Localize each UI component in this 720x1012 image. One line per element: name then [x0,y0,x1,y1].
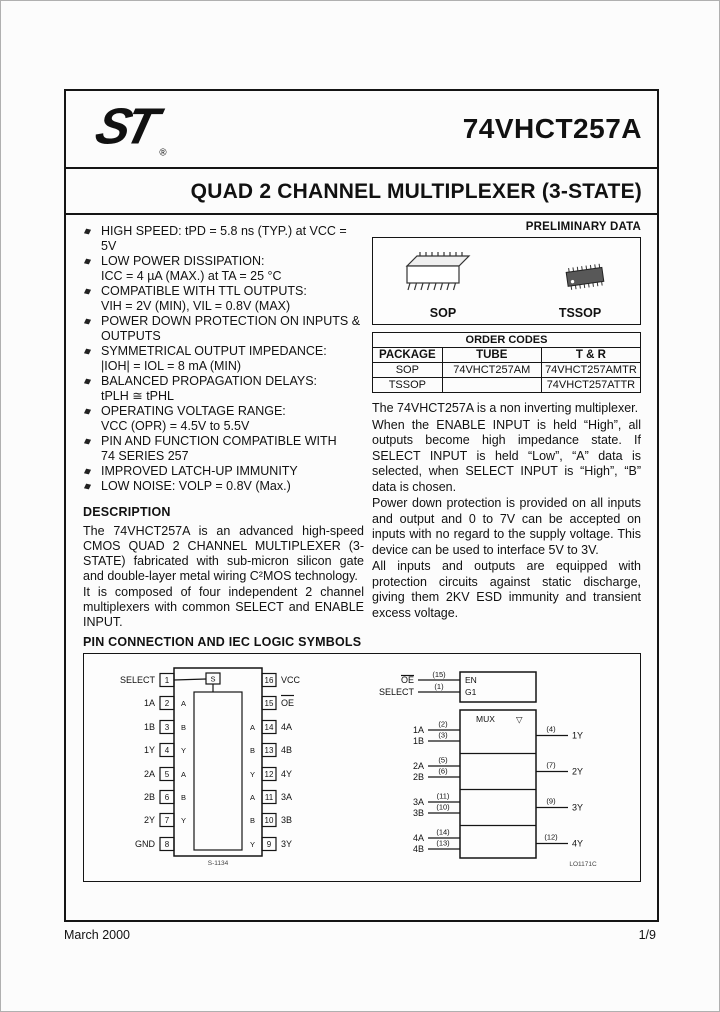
oe-label: OE [400,675,414,685]
pin-number: 10 [264,816,274,825]
description-paragraph: It is composed of four independent 2 channel multiplexers with common SELECT and ENABLE INPUT. [83,585,364,629]
feature-text: IMPROVED LATCH-UP IMMUNITY [101,464,298,478]
pin-number: (3) [438,730,448,740]
pin-label: 1A [143,698,155,708]
feature-text-cont: VIH = 2V (MIN), VIL = 0.8V (MAX) [101,299,291,313]
feature-item [83,464,364,479]
en-label: EN [465,675,477,685]
pin-label: SELECT [119,675,155,685]
diagram-box [83,653,641,882]
pin-number: 12 [264,770,274,779]
pin-number: 3 [164,723,170,732]
pin-number: (5) [438,755,448,765]
features-column [83,224,364,630]
order-codes-cell [442,378,541,393]
pin-label: OE [281,698,295,708]
bullet-icon [84,379,91,385]
feature-text: OPERATING VOLTAGE RANGE: [101,404,286,418]
order-codes-cell: SOP [373,363,443,378]
output-label: 2Y [572,766,584,777]
bullet-icon [84,484,91,490]
pin-number: 11 [264,793,274,802]
pin-number: (13) [436,838,450,848]
input-label: 3B [412,808,424,818]
feature-text: PIN AND FUNCTION COMPATIBLE WITH [101,434,337,448]
pin-label: 1Y [143,745,155,755]
pin-inner-label: B [181,793,187,802]
pin-number: (1) [434,682,444,691]
pin-label: 2A [143,769,155,779]
pin-number: (6) [438,766,448,776]
sop-label: SOP [429,306,457,320]
feature-text: SYMMETRICAL OUTPUT IMPEDANCE: [101,344,327,358]
bullet-icon [84,469,91,475]
pin-number: 15 [264,699,274,708]
pin-inner-label: B [249,746,255,755]
pin-number: (9) [546,796,556,806]
pin-number: (2) [438,719,448,729]
feature-text: HIGH SPEED: tPD = 5.8 ns (TYP.) at VCC = 5V [101,224,347,253]
input-label: 4B [412,844,424,854]
pin-number: 13 [264,746,274,755]
pin-label: 1B [143,722,155,732]
pin-number: (7) [546,760,556,770]
input-label: 3A [412,797,424,807]
description-heading: DESCRIPTION [83,505,171,519]
feature-text-cont: tPLH ≅ tPHL [101,389,174,403]
sop-package-icon [395,250,475,302]
output-label: 3Y [572,802,584,813]
part-number: 74VHCT257A [462,113,642,144]
feature-text: POWER DOWN PROTECTION ON INPUTS & [101,314,361,328]
order-codes-cell: 74VHCT257AMTR [541,363,640,378]
pin-label: 3A [281,792,293,802]
order-codes-table [372,332,641,393]
iec-logic-symbol [368,664,628,869]
feature-item [83,374,364,404]
pin-label: VCC [281,675,301,685]
pin-number: 2 [164,699,170,708]
pin-label: 4B [281,745,293,755]
feature-item [83,254,364,284]
feature-text-cont: OUTPUTS [101,329,161,343]
pin-number: 16 [264,676,274,685]
overview-paragraph: The 74VHCT257A is a non inverting multiplexer. [372,401,639,415]
footer-date: March 2000 [64,928,131,942]
feature-item [83,344,364,374]
order-codes-header: PACKAGE [373,348,443,363]
pin-number: (14) [436,827,450,837]
order-codes-header: T & R [541,348,640,363]
pin-connection-diagram [106,664,336,869]
pin-number: 6 [164,793,170,802]
pin-number: 5 [164,770,170,779]
feature-item [83,404,364,434]
package-preview-box [372,237,641,325]
pin-label: 2B [143,792,155,802]
feature-text: COMPATIBLE WITH TTL OUTPUTS: [101,284,307,298]
pin-inner-label: Y [249,840,255,849]
pin-label: GND [135,839,155,849]
figure-code: S-1134 [207,860,229,867]
pin-number: 9 [266,840,272,849]
overview-paragraph: All inputs and outputs are equipped with protection circuits against static discharge, giving them 2KV ESD immunity and transient excess voltage. [372,559,641,620]
tristate-icon: ▽ [516,714,523,725]
title-rule [64,213,659,215]
page-title: QUAD 2 CHANNEL MULTIPLEXER (3-STATE) [190,180,642,203]
bullet-icon [84,259,91,265]
overview-paragraph: When the ENABLE INPUT is held “High”, all outputs become high impedance state. If SELECT INPUT is held “Low”, “A” data is selected, when SELECT INPUT is “High”, “B” data is chosen. [372,417,641,494]
tssop-package-icon [556,260,612,294]
pin-inner-label: A [181,699,187,708]
pin-number: 4 [164,746,170,755]
pin-inner-label: Y [181,816,187,825]
bullet-icon [84,289,91,295]
order-codes-header: TUBE [442,348,541,363]
pin-inner-label: A [249,793,255,802]
bullet-icon [84,409,91,415]
output-label: 1Y [572,730,584,741]
feature-text: BALANCED PROPAGATION DELAYS: [101,374,318,388]
pin-number: (10) [436,802,450,812]
input-label: 1A [412,725,424,735]
header-rule [64,167,659,169]
select-buffer-label: S [210,674,216,684]
footer-page-number: 1/9 [638,928,656,942]
bullet-icon [84,229,91,235]
feature-item [83,434,364,464]
pin-number: 8 [164,840,170,849]
pin-inner-label: B [181,723,187,732]
input-label: 4A [412,833,424,843]
input-label: 2B [412,772,424,782]
pin-label: 3Y [281,839,293,849]
g1-label: G1 [465,687,477,697]
pin-section-heading: PIN CONNECTION AND IEC LOGIC SYMBOLS [83,635,362,649]
pin-number: 1 [164,676,170,685]
feature-text-cont: VCC (OPR) = 4.5V to 5.5V [101,419,250,433]
bullet-icon [84,439,91,445]
pin-number: 14 [264,723,274,732]
pin-label: 4A [281,722,293,732]
mux-label: MUX [476,714,495,724]
pin-inner-label: Y [249,770,255,779]
feature-item [83,314,364,344]
pin-number: (15) [432,670,446,679]
input-label: 2A [412,761,424,771]
description-paragraph: The 74VHCT257A is an advanced high-speed CMOS QUAD 2 CHANNEL MULTIPLEXER (3-STATE) fabricated with sub-micron silicon gate and double-layer metal wiring C²MOS technology. [83,524,364,583]
preliminary-data-label: PRELIMINARY DATA [525,221,641,233]
feature-text-cont: 74 SERIES 257 [101,449,189,463]
select-label: SELECT [378,687,414,697]
table-row [373,363,641,378]
output-label: 4Y [572,838,584,849]
pin-label: 2Y [143,815,155,825]
pin-number: (4) [546,724,556,734]
pin-number: (12) [544,832,558,842]
registered-mark-icon: ® [159,147,167,159]
order-codes-cell: TSSOP [373,378,443,393]
st-logo-graphic [85,96,175,162]
feature-item [83,479,364,494]
st-logo [85,96,175,162]
overview-text [372,401,641,621]
pin-inner-label: Y [181,746,187,755]
pin-inner-label: A [181,770,187,779]
tssop-label: TSSOP [558,306,602,320]
feature-text: LOW NOISE: VOLP = 0.8V (Max.) [101,479,291,493]
pin-label: 4Y [281,769,293,779]
feature-text-cont: ICC = 4 µA (MAX.) at TA = 25 °C [101,269,282,283]
feature-item [83,284,364,314]
pin-number: 7 [164,816,170,825]
pin-label: 3B [281,815,293,825]
table-row [373,378,641,393]
order-codes-cell: 74VHCT257AM [442,363,541,378]
bullet-icon [84,319,91,325]
pin-number: (11) [436,791,450,801]
pin-inner-label: B [249,816,255,825]
bullet-icon [84,349,91,355]
feature-text-cont: |IOH| = IOL = 8 mA (MIN) [101,359,242,373]
figure-code: LO1171C [569,861,597,868]
feature-item [83,224,364,254]
feature-text: LOW POWER DISSIPATION: [101,254,265,268]
summary-column [372,221,641,621]
order-codes-title: ORDER CODES [373,333,641,348]
pin-inner-label: A [249,723,255,732]
order-codes-cell: 74VHCT257ATTR [541,378,640,393]
input-label: 1B [412,736,424,746]
overview-paragraph: Power down protection is provided on all inputs and output and 0 to 7V can be accepted on inputs with no regard to the supply voltage. This device can be used to interface 5V to 3V. [372,496,641,557]
st-logo-text: ST [90,97,160,155]
